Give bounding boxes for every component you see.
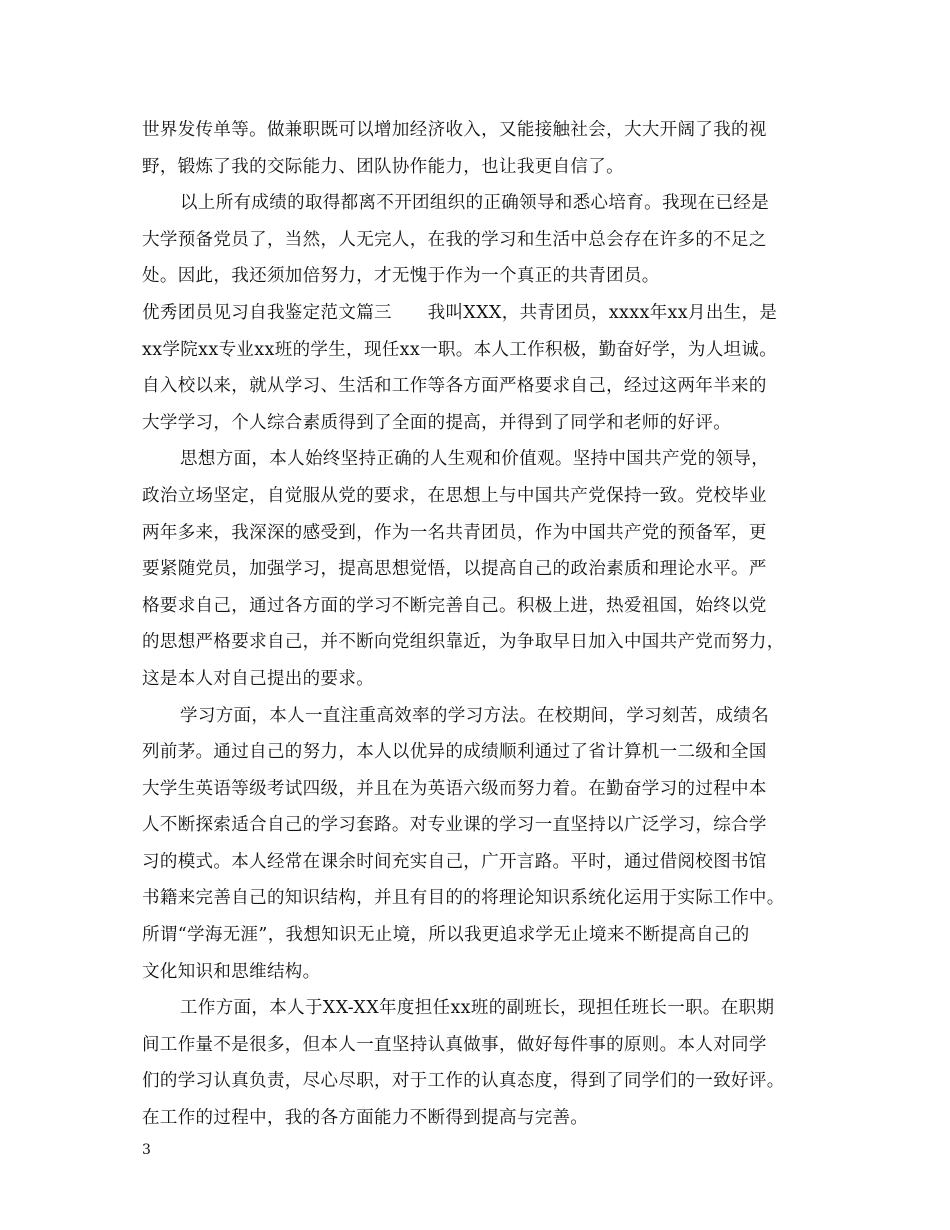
text-line: 在工作的过程中，我的各方面能力不断得到提高与完善。 <box>142 1108 589 1129</box>
text-line: xx学院xx专业xx班的学生，现任xx一职。本人工作积极，勤奋好学，为人坦诚。 <box>142 339 778 360</box>
text-line: 列前茅。通过自己的努力，本人以优异的成绩顺利通过了省计算机一二级和全国 <box>142 742 767 763</box>
text-line: 以上所有成绩的取得都离不开团组织的正确领导和悉心培育。我现在已经是 <box>180 193 770 214</box>
text-line: 们的学习认真负责，尽心尽职，对于工作的认真态度，得到了同学们的一致好评。 <box>142 1071 785 1092</box>
document-body <box>142 112 832 1137</box>
text-line: 学习方面，本人一直注重高效率的学习方法。在校期间，学习刻苦，成绩名 <box>180 705 770 726</box>
text-line: 书籍来完善自己的知识结构，并且有目的的将理论知识系统化运用于实际工作中。 <box>142 888 785 909</box>
text-line: 两年多来，我深深的感受到，作为一名共青团员，作为中国共产党的预备军，更 <box>142 522 767 543</box>
text-line: 格要求自己，通过各方面的学习不断完善自己。积极上进，热爱祖国，始终以党 <box>142 595 767 616</box>
text-line: 习的模式。本人经常在课余时间充实自己，广开言路。平时，通过借阅校图书馆 <box>142 851 767 872</box>
text-line: 人不断探索适合自己的学习套路。对专业课的学习一直坚持以广泛学习，综合学 <box>142 815 767 836</box>
text-line: 这是本人对自己提出的要求。 <box>142 668 375 689</box>
text-line: 文化知识和思维结构。 <box>142 961 321 982</box>
text-line: 政治立场坚定，自觉服从党的要求，在思想上与中国共产党保持一致。党校毕业 <box>142 485 767 506</box>
text-line: 思想方面，本人始终坚持正确的人生观和价值观。坚持中国共产党的领导， <box>180 449 770 470</box>
text-line: 世界发传单等。做兼职既可以增加经济收入，又能接触社会，大大开阔了我的视 <box>142 120 767 140</box>
text-line: 所谓“学海无涯”，我想知识无止境，所以我更追求学无止境来不断提高自己的 <box>142 925 750 946</box>
text-line: 大学生英语等级考试四级，并且在为英语六级而努力着。在勤奋学习的过程中本 <box>142 778 767 799</box>
text-line: 优秀团员见习自我鉴定范文篇三 我叫XXX，共青团员，xxxx年xx月出生，是 <box>142 302 778 323</box>
text-line: 工作方面，本人于XX-XX年度担任xx班的副班长，现担任班长一职。在职期 <box>180 998 775 1019</box>
page-number: 3 <box>142 1142 151 1158</box>
text-line: 处。因此，我还须加倍努力，才无愧于作为一个真正的共青团员。 <box>142 266 660 287</box>
text-line: 野，锻炼了我的交际能力、团队协作能力，也让我更自信了。 <box>142 156 624 177</box>
text-line: 要紧随党员，加强学习，提高思想觉悟，以提高自己的政治素质和理论水平。严 <box>142 559 767 580</box>
text-line: 大学学习，个人综合素质得到了全面的提高，并得到了同学和老师的好评。 <box>142 412 732 433</box>
text-line: 自入校以来，就从学习、生活和工作等各方面严格要求自己，经过这两年半来的 <box>142 376 767 397</box>
text-line: 的思想严格要求自己，并不断向党组织靠近，为争取早日加入中国共产党而努力， <box>142 632 785 653</box>
text-line: 间工作量不是很多，但本人一直坚持认真做事，做好每件事的原则。本人对同学 <box>142 1034 767 1055</box>
text-line: 大学预备党员了，当然，人无完人，在我的学习和生活中总会存在许多的不足之 <box>142 229 767 250</box>
